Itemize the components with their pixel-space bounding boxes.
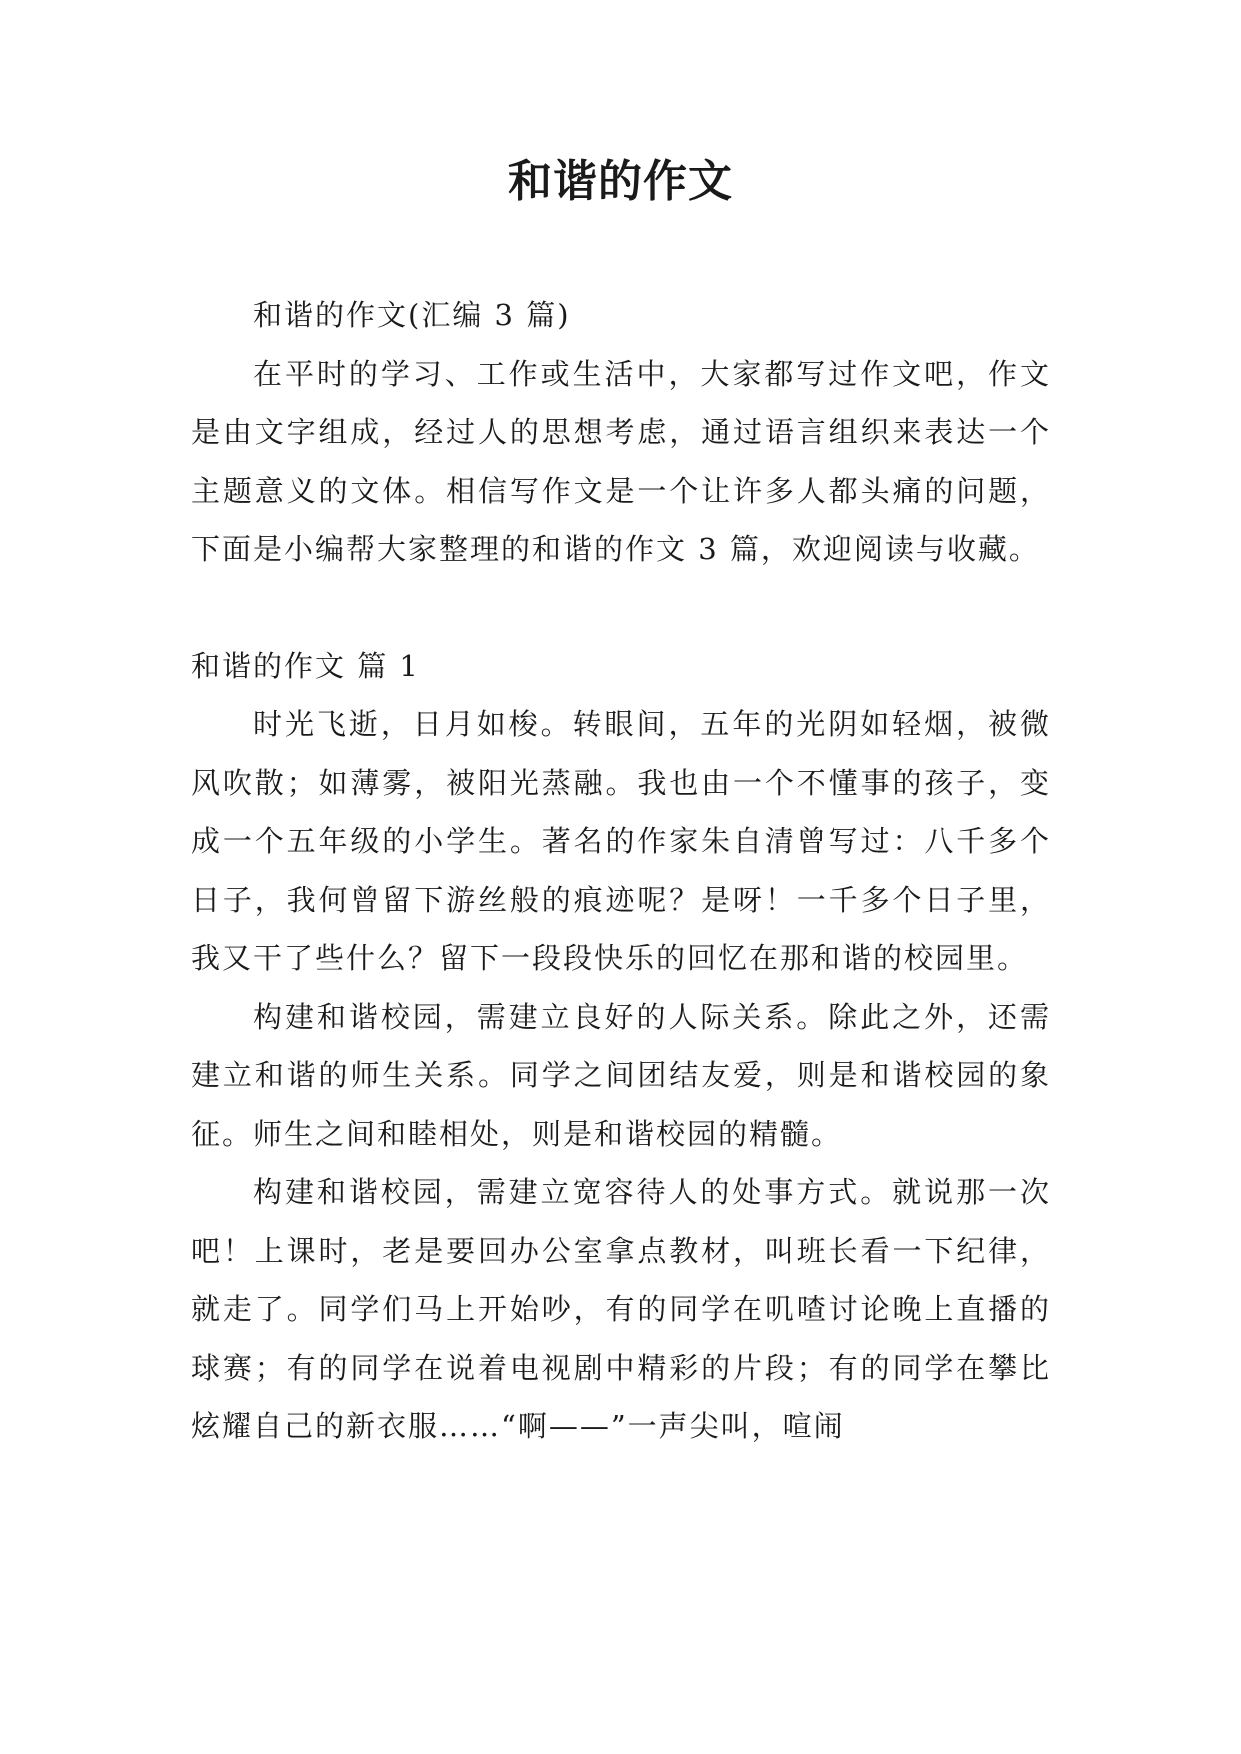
section-heading: 和谐的作文 篇 1 <box>191 648 420 683</box>
document-title: 和谐的作文 <box>508 156 733 207</box>
body-paragraph: 构建和谐校园，需建立良好的人际关系。除此之外，还需建立和谐的师生关系。同学之间团结友爱，则是和谐校园的象征。师生之间和睦相处，则是和谐校园的精髓。 <box>191 999 1051 1151</box>
document-subtitle: 和谐的作文(汇编 3 篇) <box>253 298 571 332</box>
body-paragraph: 时光飞逝，日月如梭。转眼间，五年的光阴如轻烟，被微风吹散；如薄雾，被阳光蒸融。我也由一个不懂事的孩子，变成一个五年级的小学生。著名的作家朱自清曾写过：八千多个日子，我何曾留下游丝般的痕迹呢？是呀！一千多个日子里，我又干了些什么？留下一段段快乐的回忆在那和谐的校园里。 <box>191 707 1051 975</box>
body-paragraph: 构建和谐校园，需建立宽容待人的处事方式。就说那一次吧！上课时，老是要回办公室拿点教材，叫班长看一下纪律，就走了。同学们马上开始吵，有的同学在叽喳讨论晚上直播的球赛；有的同学在说着电视剧中精彩的片段；有的同学在攀比炫耀自己的新衣服……“啊——”一声尖叫，喧闹 <box>191 1175 1051 1443</box>
document-body <box>191 286 1051 1456</box>
intro-paragraph: 在平时的学习、工作或生活中，大家都写过作文吧，作文是由文字组成，经过人的思想考虑，通过语言组织来表达一个主题意义的文体。相信写作文是一个让许多人都头痛的问题，下面是小编帮大家整理的和谐的作文 3 篇，欢迎阅读与收藏。 <box>191 356 1051 566</box>
